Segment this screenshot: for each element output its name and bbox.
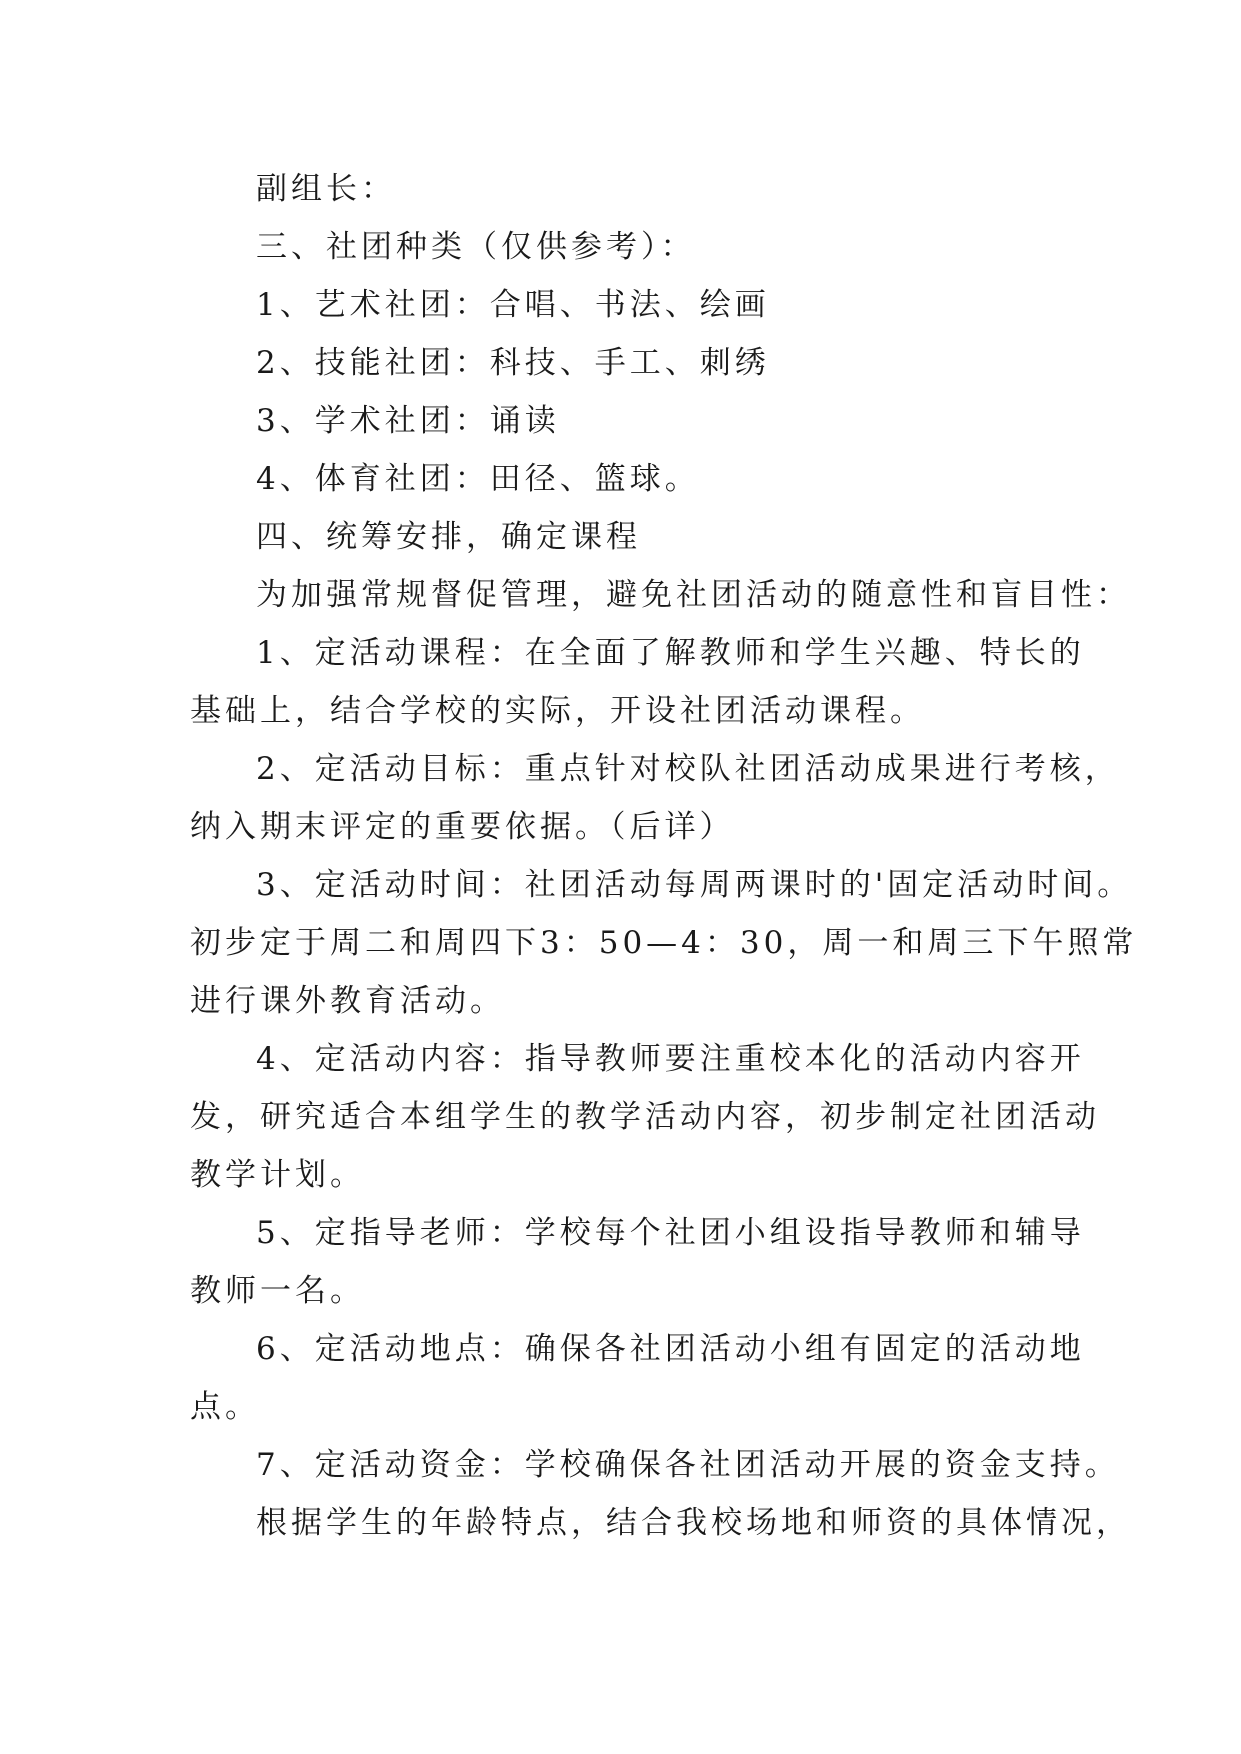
text-line-item7: 7、定活动资金：学校确保各社团活动开展的资金支持。 <box>256 1447 1120 1483</box>
text-line-item1-a: 1、定活动课程：在全面了解教师和学生兴趣、特长的 <box>256 635 1085 671</box>
text-line-item1-b: 基础上，结合学校的实际，开设社团活动课程。 <box>190 693 925 729</box>
text-line-intro: 为加强常规督促管理，避免社团活动的随意性和盲目性： <box>256 577 1131 613</box>
text-line-closing: 根据学生的年龄特点，结合我校场地和师资的具体情况， <box>256 1505 1131 1541</box>
text-line-item3-c: 进行课外教育活动。 <box>190 983 505 1019</box>
document-page <box>190 160 1138 1552</box>
heading-club-types: 三、社团种类（仅供参考）： <box>256 229 696 265</box>
text-line-item4-b: 发，研究适合本组学生的教学活动内容，初步制定社团活动 <box>190 1099 1100 1135</box>
text-line-item3-a: 3、定活动时间：社团活动每周两课时的'固定活动时间。 <box>256 867 1133 903</box>
text-line-item4-a: 4、定活动内容：指导教师要注重校本化的活动内容开 <box>256 1041 1085 1077</box>
heading-arrangement: 四、统筹安排，确定课程 <box>256 519 641 555</box>
text-line-item4-c: 教学计划。 <box>190 1157 365 1193</box>
text-line-item5-a: 5、定指导老师：学校每个社团小组设指导教师和辅导 <box>256 1215 1085 1251</box>
text-line-item2-b: 纳入期末评定的重要依据。（后详） <box>190 809 735 845</box>
text-line-sports-clubs: 4、体育社团：田径、篮球。 <box>256 461 700 497</box>
text-line-item2-a: 2、定活动目标：重点针对校队社团活动成果进行考核， <box>256 751 1120 787</box>
text-line-skill-clubs: 2、技能社团：科技、手工、刺绣 <box>256 345 770 381</box>
text-line-art-clubs: 1、艺术社团：合唱、书法、绘画 <box>256 287 770 323</box>
text-line-academic-clubs: 3、学术社团：诵读 <box>256 403 560 439</box>
text-line-vice-leader: 副组长： <box>256 171 396 207</box>
text-line-item6-b: 点。 <box>190 1389 260 1425</box>
text-line-item6-a: 6、定活动地点：确保各社团活动小组有固定的活动地 <box>256 1331 1085 1367</box>
text-line-item5-b: 教师一名。 <box>190 1273 365 1309</box>
text-line-item3-b: 初步定于周二和周四下3：50—4：30，周一和周三下午照常 <box>190 925 1138 961</box>
